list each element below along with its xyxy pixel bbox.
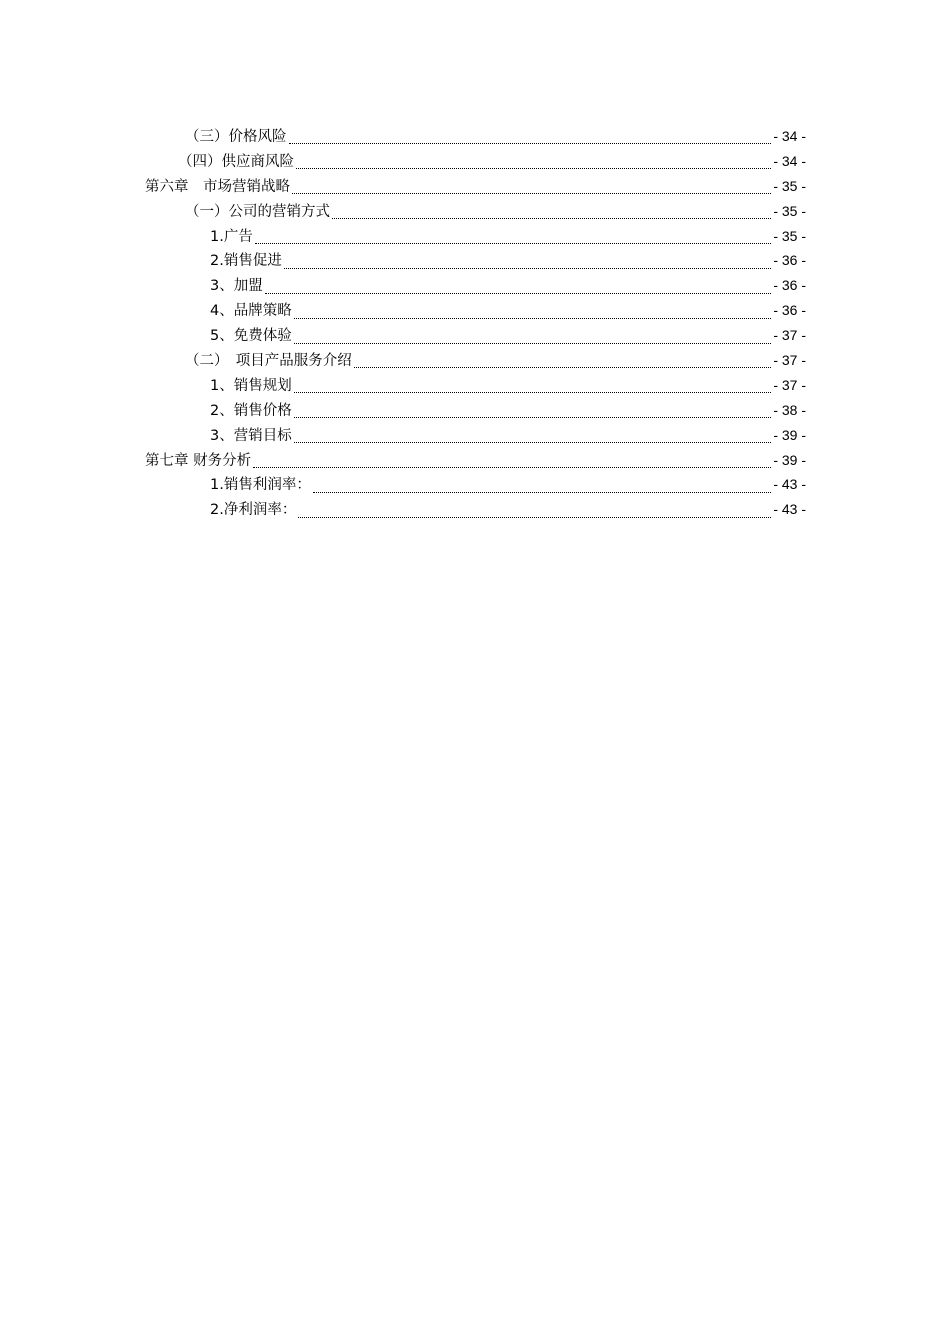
toc-entry-label: （四）供应商风险 [178,153,294,170]
toc-page-number: - 38 - [773,401,806,418]
toc-entry-label: 1.广告 [210,228,253,245]
toc-leader-dots [294,441,772,443]
toc-page-number: - 36 - [773,252,806,269]
toc-subentry[interactable] [145,424,806,449]
toc-subentry[interactable] [145,473,806,498]
toc-leader-dots [296,167,771,169]
toc-entry-label: 1.销售利润率： [210,477,311,494]
toc-page-number: - 37 - [773,352,806,369]
toc-entry-label: 第六章 市场营销战略 [145,178,290,195]
toc-page-number: - 43 - [773,501,806,518]
toc-entry[interactable] [145,349,806,374]
toc-page-number: - 37 - [773,376,806,393]
toc-entry-label: 2.销售促进 [210,253,282,270]
toc-leader-dots [289,142,772,144]
toc-leader-dots [253,466,771,468]
toc-leader-dots [294,317,772,319]
toc-page-number: - 39 - [773,426,806,443]
toc-entry[interactable] [145,150,806,175]
toc-page-number: - 35 - [773,227,806,244]
toc-subentry[interactable] [145,225,806,250]
toc-entry-label: 1、销售规划 [210,377,292,394]
toc-entry-label: 第七章 财务分析 [145,452,252,469]
toc-entry-label: 3、营销目标 [210,427,292,444]
toc-page-number: - 35 - [773,202,806,219]
toc-entry-label: 4、品牌策略 [210,303,292,320]
toc-leader-dots [294,391,772,393]
toc-entry-label: （二） 项目产品服务介绍 [185,353,352,370]
toc-subentry[interactable] [145,274,806,299]
toc-leader-dots [354,366,772,368]
toc-page-number: - 36 - [773,302,806,319]
toc-entry-label: 2、销售价格 [210,402,292,419]
toc-leader-dots [313,491,771,493]
toc-entry[interactable] [145,200,806,225]
toc-page-number: - 39 - [773,451,806,468]
toc-entry-label: 3、加盟 [210,278,263,295]
toc-subentry[interactable] [145,498,806,523]
toc-page-number: - 35 - [773,177,806,194]
toc-page-number: - 43 - [773,476,806,493]
toc-leader-dots [255,242,771,244]
toc-page-number: - 36 - [773,277,806,294]
toc-leader-dots [265,292,772,294]
toc-leader-dots [298,516,771,518]
toc-leader-dots [294,416,772,418]
toc-subentry[interactable] [145,249,806,274]
toc-page-number: - 34 - [773,152,806,169]
toc-subentry[interactable] [145,299,806,324]
toc-leader-dots [284,267,771,269]
toc-entry-label: 5、免费体验 [210,328,292,345]
table-of-contents [145,125,806,523]
toc-leader-dots [332,217,771,219]
toc-page-number: - 37 - [773,327,806,344]
toc-leader-dots [292,192,771,194]
toc-entry[interactable] [145,125,806,150]
toc-chapter-entry[interactable] [145,175,806,200]
toc-page-number: - 34 - [773,128,806,144]
toc-subentry[interactable] [145,324,806,349]
toc-subentry[interactable] [145,374,806,399]
toc-chapter-entry[interactable] [145,449,806,474]
toc-entry-label: 2.净利润率： [210,502,297,519]
toc-entry-label: （一）公司的营销方式 [185,203,330,220]
toc-subentry[interactable] [145,399,806,424]
toc-entry-label: （三）价格风险 [185,129,287,145]
toc-leader-dots [294,342,772,344]
